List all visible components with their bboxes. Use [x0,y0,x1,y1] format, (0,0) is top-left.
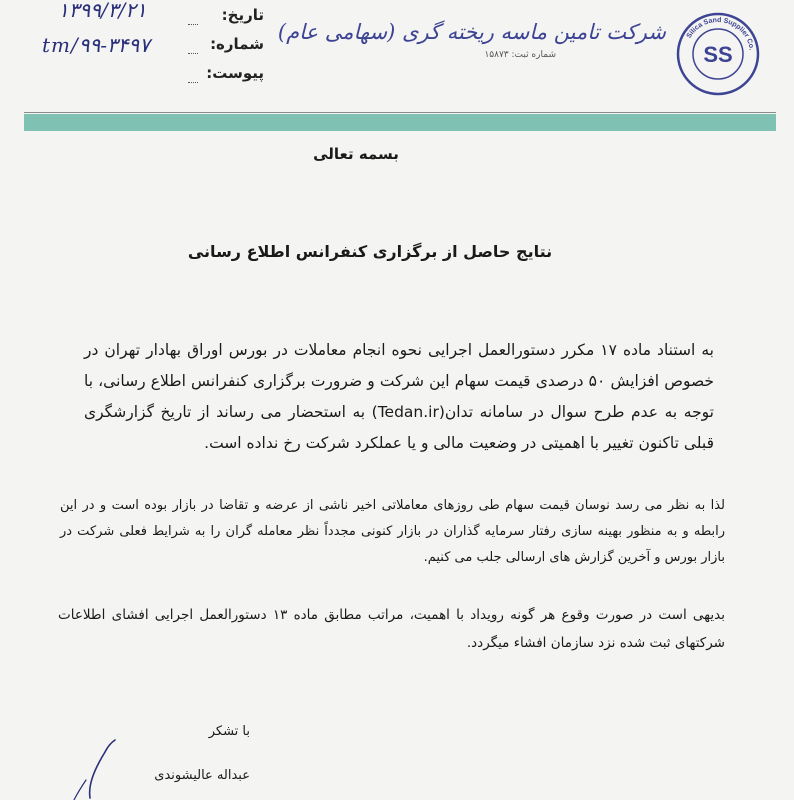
company-logo [676,12,760,96]
closing: با تشکر [208,724,250,739]
date-value: ۱۳۹۹/۳/۲۱ [58,0,147,22]
number-dotted-line [188,53,198,54]
header-band [24,114,776,131]
logo-monogram: SS [703,42,733,67]
attachment-dotted-line [188,82,198,83]
company-name: شرکت تامین ماسه ریخته گری (سهامی عام) [277,20,666,44]
date-label: تاریخ: [221,6,264,24]
header-divider [24,112,776,113]
number-value: tm/۹۹-۳۴۹۷ [42,33,150,57]
number-row [38,31,268,60]
date-dotted-line [188,24,198,25]
letter-subject: نتایج حاصل از برگزاری کنفرانس اطلاع رسانی [187,242,553,261]
company-heading [278,20,666,60]
logo-ring-text: Silica Sand Supplier Co. [685,16,755,51]
registration-number: شماره ثبت: ۱۵۸۷۳ [484,50,556,60]
attachment-row [38,60,268,89]
attachment-label: پیوست: [206,64,264,82]
paragraph-1: به استناد ماده ۱۷ مکرر دستورالعمل اجرایی نحوه انجام معاملات در بورس اوراق بهادار تهران در خصوص افزایش ۵۰ درصدی قیمت سهام این شرکت و ضرورت برگزاری کنفرانس اطلاع رسانی، با توجه به عدم طرح سوال در سامانه تدان(Tedan.ir) به استحضار می رساند از تاریخ گزارشگری قبلی تاکنون تغییر با اهمیتی در وضعیت مالی و یا عملکرد شرکت رخ نداده است. [84,341,715,452]
date-row [38,2,268,31]
letter-opening: بسمه تعالی [313,145,399,163]
number-label: شماره: [210,35,264,53]
signature-stroke [60,730,130,800]
letter-meta [38,2,268,89]
paragraph-3: بدیهی است در صورت وقوع هر گونه رویداد با اهمیت، مراتب مطابق ماده ۱۳ دستورالعمل اجرایی افشای اطلاعات شرکتهای ثبت شده نزد سازمان افشاء میگردد. [58,607,726,651]
paragraph-2: لذا به نظر می رسد نوسان قیمت سهام طی روزهای معاملاتی اخیر ناشی از عرضه و تقاضا در بازار بوده است و در این رابطه و به منظور بهینه سازی رفتار سرمایه گذاران در بازار کنونی مجدداً نظر معامله گران را به شرایط فعلی شرکت در بازار بورس و آخرین گزارش های ارسالی جلب می کنیم. [60,498,725,565]
signer-name: عبداله عالیشوندی [154,768,250,783]
